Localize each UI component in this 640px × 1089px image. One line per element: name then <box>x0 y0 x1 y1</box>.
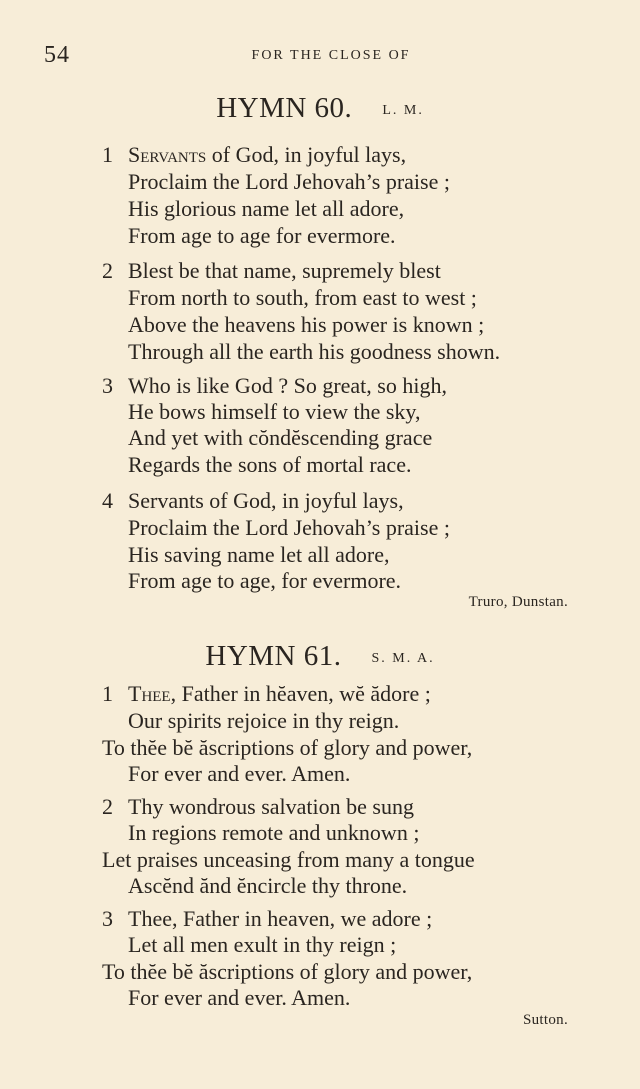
stanza-line: Proclaim the Lord Jehovah’s praise ; <box>128 515 450 540</box>
stanza-line: Ascĕnd ănd ĕncircle thy throne. <box>128 873 408 898</box>
stanza-line: Proclaim the Lord Jehovah’s praise ; <box>128 169 450 194</box>
stanza-number: 4 <box>102 488 113 513</box>
stanza-line: Servants of God, in joyful lays, <box>128 488 404 513</box>
stanza-first-word: Thee <box>128 681 171 706</box>
stanza-line: Let praises unceasing from many a tongue <box>102 847 475 872</box>
hymn-60-title <box>0 92 640 125</box>
stanza-first-word: Servants <box>128 142 207 167</box>
stanza-line: To thĕe bĕ ăscriptions of glory and power, <box>102 959 473 984</box>
hymn-meter: L. M. <box>382 103 424 118</box>
stanza-line: His glorious name let all adore, <box>128 196 405 221</box>
stanza-line: Who is like God ? So great, so high, <box>128 373 447 398</box>
page-number: 54 <box>44 42 70 68</box>
hymn-title-text: HYMN 61. <box>205 640 342 672</box>
hymn-title-text: HYMN 60. <box>216 92 353 124</box>
stanza-line: For ever and ever. Amen. <box>128 761 351 786</box>
stanza-line <box>128 681 431 707</box>
stanza-line: For ever and ever. Amen. <box>128 985 351 1010</box>
tune-names: Truro, Dunstan. <box>468 594 568 610</box>
tune-names: Sutton. <box>522 1012 568 1028</box>
stanza-line: From age to age, for evermore. <box>128 568 402 593</box>
stanza-number: 1 <box>102 142 113 167</box>
stanza-line: Above the heavens his power is known ; <box>128 312 485 337</box>
stanza-line: To thĕe bĕ ăscriptions of glory and power, <box>102 735 473 760</box>
stanza-line-rest: , Father in hĕaven, wĕ ădore ; <box>170 681 431 706</box>
stanza-line-rest: of God, in joyful lays, <box>206 142 407 167</box>
stanza-line: Our spirits rejoice in thy reign. <box>128 708 400 733</box>
stanza-line: Thee, Father in heaven, we adore ; <box>128 906 433 931</box>
stanza-line: Regards the sons of mortal race. <box>128 452 412 477</box>
stanza-line: He bows himself to view the sky, <box>128 399 421 424</box>
stanza-line: Thy wondrous salvation be sung <box>128 794 414 819</box>
stanza-line: And yet with cŏndĕscending grace <box>128 425 433 450</box>
stanza-number: 2 <box>102 794 113 819</box>
hymn-61-title <box>0 640 640 673</box>
stanza-line <box>128 142 406 168</box>
stanza-line: His saving name let all adore, <box>128 542 390 567</box>
stanza-line: Blest be that name, supremely blest <box>128 258 441 283</box>
stanza-line: Let all men exult in thy reign ; <box>128 932 397 957</box>
stanza-number: 2 <box>102 258 113 283</box>
stanza-line: Through all the earth his goodness shown. <box>128 339 501 364</box>
hymn-meter: S. M. A. <box>371 651 435 666</box>
stanza-line: In regions remote and unknown ; <box>128 820 420 845</box>
stanza-number: 3 <box>102 906 113 931</box>
running-head: FOR THE CLOSE OF <box>251 48 411 63</box>
stanza-number: 3 <box>102 373 113 398</box>
stanza-number: 1 <box>102 681 113 706</box>
stanza-line: From north to south, from east to west ; <box>128 285 477 310</box>
stanza-line: From age to age for evermore. <box>128 223 396 248</box>
